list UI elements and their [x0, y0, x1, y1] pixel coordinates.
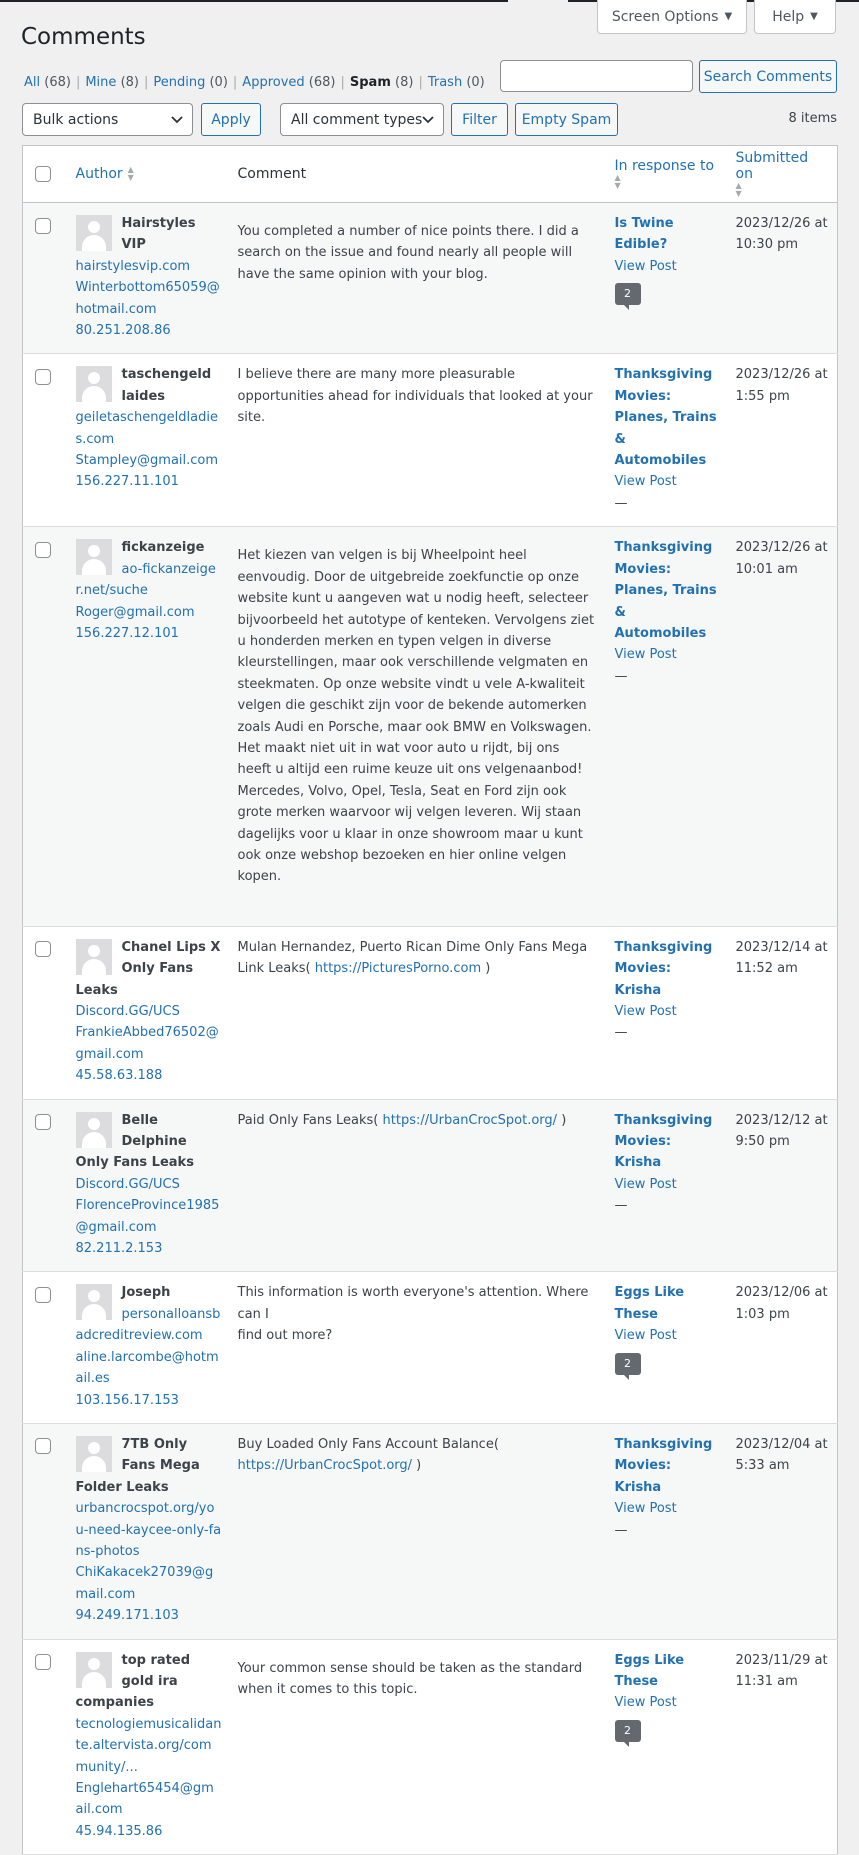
- row-checkbox[interactable]: [35, 1287, 51, 1303]
- author-site-link[interactable]: Discord.GG/UCS: [75, 1176, 180, 1192]
- author-site-link[interactable]: tecnologiemusicalidante.altervista.org/community/...: [75, 1716, 222, 1775]
- items-count: 8 items: [788, 111, 837, 126]
- author-site-link[interactable]: ao-fickanzeiger.net/suche: [75, 561, 216, 599]
- empty-spam-button[interactable]: Empty Spam: [515, 103, 618, 136]
- view-post-link[interactable]: View Post: [614, 258, 677, 274]
- screen-options-button[interactable]: [597, 0, 747, 34]
- author-email-link[interactable]: Winterbottom65059@hotmail.com: [75, 280, 220, 317]
- row-checkbox-cell: [23, 1099, 68, 1272]
- view-post-link[interactable]: View Post: [614, 1004, 677, 1019]
- author-name: Chanel Lips X Only Fans Leaks: [75, 939, 221, 998]
- view-post-link[interactable]: View Post: [614, 1501, 677, 1517]
- in-response-column-header[interactable]: [607, 146, 728, 203]
- select-all-checkbox[interactable]: [35, 166, 51, 182]
- response-cell: [607, 354, 728, 527]
- comment-text: Het kiezen van velgen is bij Wheelpoint heel eenvoudig. Door de uitgebreide zoekfunctie op onze website kunt u aangeven wat u nodig heeft, selecteer bijvoorbeeld het autotype of kenteken. Vervolgens ziet u honderden merken en typen velgen in diverse kleurstellingen, maar ook verschillende velgmaten en steekmaten. Op onze website vindt u vele A-kwaliteit velgen die geschikt zijn voor de bekende automerken zoals Audi en Porsche, maar ook BMW en Volkswagen. Het maakt niet uit in wat voor auto u rijdt, bij ons heeft u altijd een ruime keuze uit ons velgenaanbod! Mercedes, Volvo, Opel, Tesla, Seat en Ford zijn ook grote merken waarvoor wij velgen leveren. Wij staan dagelijks voor u klaar in onze showroom maar u kunt ook onze webshop bezoeken en hier online velgen kopen.: [237, 548, 595, 885]
- author-email-link[interactable]: ChiKakacek27039@gmail.com: [75, 1565, 214, 1602]
- caret-down-icon: ▼: [810, 11, 818, 22]
- comment-text-line2: find out more?: [237, 1328, 333, 1344]
- submitted-cell: [728, 1423, 838, 1639]
- separator: |: [143, 75, 149, 90]
- author-cell: [68, 203, 230, 354]
- comment-cell: [230, 527, 607, 927]
- comment-text: You completed a number of nice points there. I did a search on the issue and found nearly all people will have the same opinion with your blog.: [237, 224, 579, 282]
- author-site-link[interactable]: urbancrocspot.org/you-need-kaycee-only-fans-photos: [75, 1501, 222, 1559]
- submitted-date-link[interactable]: 2023/11/29 at 11:31 am: [735, 1652, 828, 1689]
- view-post-link[interactable]: View Post: [614, 1695, 677, 1711]
- comment-text-end: ): [412, 1458, 422, 1474]
- author-email-link[interactable]: FrankieAbbed76502@gmail.com: [75, 1025, 219, 1062]
- submitted-cell: [728, 1639, 838, 1855]
- post-title-link[interactable]: Is Twine Edible?: [614, 216, 674, 253]
- row-checkbox-cell: [23, 1423, 68, 1639]
- table-row: [23, 203, 838, 354]
- filter-all-count: (68): [44, 75, 71, 90]
- comment-link[interactable]: https://UrbanCrocSpot.org/: [382, 1112, 558, 1128]
- avatar: [76, 1652, 112, 1688]
- comment-count-empty: —: [614, 1522, 628, 1538]
- comment-cell: [230, 203, 607, 354]
- submitted-date-link[interactable]: 2023/12/12 at 9:50 pm: [735, 1112, 828, 1150]
- row-checkbox-cell: [23, 527, 68, 927]
- comment-column-header: [230, 146, 607, 203]
- help-label: Help: [772, 8, 805, 25]
- author-ip-link[interactable]: 45.58.63.188: [75, 1068, 163, 1084]
- comment-header-label: Comment: [237, 166, 307, 182]
- row-checkbox[interactable]: [35, 1654, 51, 1670]
- author-cell: [68, 354, 230, 527]
- comment-text: Buy Loaded Only Fans Account Balance(: [237, 1436, 499, 1452]
- submitted-column-header[interactable]: [728, 146, 838, 203]
- response-cell: [607, 1099, 728, 1272]
- author-site-link[interactable]: Discord.GG/UCS: [75, 1004, 180, 1019]
- comment-count-bubble[interactable]: 2: [615, 1353, 641, 1375]
- filter-spam-label: Spam: [349, 75, 391, 90]
- avatar: [76, 539, 112, 575]
- row-checkbox-cell: [23, 926, 68, 1099]
- author-name: Hairstyles VIP: [121, 216, 196, 253]
- comment-link[interactable]: https://PicturesPorno.com: [314, 961, 482, 977]
- chevron-down-icon: [421, 112, 435, 126]
- sort-arrows-icon: ▲ ▼: [735, 181, 742, 198]
- comment-link[interactable]: https://UrbanCrocSpot.org/: [237, 1458, 413, 1474]
- filter-mine-count: (8): [120, 75, 139, 90]
- comment-text: This information is worth everyone's attention. Where can I: [237, 1285, 589, 1322]
- filter-trash-label: Trash: [427, 75, 463, 90]
- filter-button[interactable]: Filter: [451, 103, 508, 136]
- comment-count-bubble[interactable]: 2: [615, 1720, 641, 1742]
- author-cell: [68, 1272, 230, 1423]
- author-sort-link[interactable]: Author: [75, 166, 123, 182]
- filter-approved-count: (68): [308, 75, 336, 90]
- filter-spam-current[interactable]: [350, 75, 414, 90]
- submitted-cell: [728, 1099, 838, 1272]
- author-site-link[interactable]: personalloansbadcreditreview.com: [75, 1306, 221, 1344]
- in-response-sort-link[interactable]: In response to: [614, 158, 715, 174]
- post-title-link[interactable]: Eggs Like These: [614, 1285, 685, 1322]
- comment-text: Your common sense should be taken as the standard when it comes to this topic.: [237, 1660, 583, 1697]
- select-all-cell: [23, 146, 68, 203]
- row-checkbox-cell: [23, 1639, 68, 1855]
- row-checkbox[interactable]: [35, 369, 51, 385]
- author-ip-link[interactable]: 156.227.11.101: [75, 474, 179, 490]
- table-row: [23, 926, 838, 1099]
- submitted-cell: [728, 354, 838, 527]
- caret-down-icon: ▼: [724, 11, 733, 22]
- sort-arrows-icon: ▲ ▼: [127, 165, 134, 182]
- filter-spam-count: (8): [395, 75, 414, 90]
- comment-text-end: ): [557, 1112, 567, 1128]
- filter-pending-link[interactable]: [153, 75, 228, 90]
- filter-all-label: All: [24, 75, 41, 90]
- comment-count-empty: —: [614, 668, 628, 684]
- table-header-row: [23, 146, 838, 203]
- author-ip-link[interactable]: 82.211.2.153: [75, 1241, 163, 1257]
- submitted-sort-link[interactable]: Submitted on: [735, 150, 809, 182]
- response-cell: [607, 1272, 728, 1423]
- submitted-cell: [728, 527, 838, 927]
- author-cell: [68, 926, 230, 1099]
- comment-text: Paid Only Fans Leaks(: [237, 1112, 379, 1128]
- author-site-link[interactable]: hairstylesvip.com: [75, 258, 191, 274]
- comment-cell: [230, 1099, 607, 1272]
- separator: |: [75, 75, 81, 90]
- separator: |: [232, 75, 238, 90]
- avatar: [76, 1284, 112, 1320]
- author-email-link[interactable]: Englehart65454@gmail.com: [75, 1781, 214, 1818]
- post-title-link[interactable]: Thanksgiving Movies: Krisha: [614, 1436, 713, 1495]
- table-row: [23, 1639, 838, 1855]
- response-cell: [607, 1639, 728, 1855]
- avatar: [76, 366, 112, 402]
- view-post-link[interactable]: View Post: [614, 647, 677, 663]
- table-row: [23, 1423, 838, 1639]
- chevron-down-icon: [170, 112, 184, 126]
- author-name: fickanzeige: [121, 540, 205, 556]
- view-post-link[interactable]: View Post: [614, 474, 677, 490]
- submitted-cell: [728, 926, 838, 1099]
- filter-mine-label: Mine: [85, 75, 117, 90]
- response-cell: [607, 203, 728, 354]
- search-comments-button[interactable]: Search Comments: [699, 60, 837, 93]
- comment-type-select[interactable]: [280, 103, 444, 136]
- status-filter-links: [24, 75, 485, 90]
- author-name: Belle Delphine Only Fans Leaks: [75, 1112, 194, 1171]
- author-cell: [68, 1639, 230, 1855]
- row-checkbox[interactable]: [35, 218, 51, 234]
- row-checkbox[interactable]: [35, 542, 51, 558]
- avatar: [76, 215, 112, 251]
- author-email-link[interactable]: FlorenceProvince1985@gmail.com: [75, 1198, 220, 1235]
- author-email-link[interactable]: Roger@gmail.com: [75, 604, 195, 620]
- row-checkbox-cell: [23, 1272, 68, 1423]
- comments-table: [22, 145, 838, 1855]
- author-cell: [68, 1423, 230, 1639]
- comment-cell: [230, 1272, 607, 1423]
- filter-trash-count: (0): [466, 75, 485, 90]
- separator: |: [418, 75, 423, 90]
- submitted-date-link[interactable]: 2023/12/26 at 1:55 pm: [735, 367, 828, 404]
- comment-cell: [230, 1639, 607, 1855]
- avatar: [76, 1436, 112, 1472]
- comment-type-value: All comment types: [291, 111, 423, 128]
- author-email-link[interactable]: Stampley@gmail.com: [75, 453, 219, 469]
- row-checkbox[interactable]: [35, 1114, 51, 1130]
- comment-count-empty: —: [614, 1198, 628, 1214]
- avatar: [76, 939, 112, 975]
- separator: |: [340, 75, 345, 90]
- submitted-date-link[interactable]: 2023/12/14 at 11:52 am: [735, 939, 828, 977]
- search-input[interactable]: [500, 60, 693, 92]
- apply-button[interactable]: Apply: [201, 103, 261, 136]
- author-site-link[interactable]: geiletaschengeldladies.com: [75, 410, 218, 447]
- comment-cell: [230, 926, 607, 1099]
- submitted-date-link[interactable]: 2023/12/06 at 1:03 pm: [735, 1285, 828, 1322]
- author-ip-link[interactable]: 45.94.135.86: [75, 1823, 163, 1839]
- post-title-link[interactable]: Thanksgiving Movies: Planes, Trains & Automobiles: [614, 367, 717, 469]
- comment-count-empty: —: [614, 1025, 628, 1041]
- bulk-actions-select[interactable]: [22, 103, 193, 136]
- post-title-link[interactable]: Thanksgiving Movies: Planes, Trains & Automobiles: [614, 540, 717, 641]
- post-title-link[interactable]: Thanksgiving Movies: Krisha: [614, 939, 713, 998]
- view-post-link[interactable]: View Post: [614, 1176, 677, 1192]
- filter-pending-label: Pending: [153, 75, 206, 90]
- post-title-link[interactable]: Eggs Like These: [614, 1652, 685, 1689]
- row-checkbox[interactable]: [35, 941, 51, 957]
- submitted-date-link[interactable]: 2023/12/04 at 5:33 am: [735, 1436, 828, 1474]
- submitted-date-link[interactable]: 2023/12/26 at 10:01 am: [735, 540, 828, 577]
- comment-text: Mulan Hernandez, Puerto Rican Dime Only Fans Mega Link Leaks(: [237, 939, 588, 977]
- submitted-cell: [728, 1272, 838, 1423]
- author-ip-link[interactable]: 103.156.17.153: [75, 1392, 179, 1408]
- row-checkbox-cell: [23, 354, 68, 527]
- filter-all-link[interactable]: [24, 75, 71, 90]
- row-checkbox-cell: [23, 203, 68, 354]
- table-row: [23, 527, 838, 927]
- author-ip-link[interactable]: 156.227.12.101: [75, 625, 179, 641]
- table-row: [23, 1099, 838, 1272]
- response-cell: [607, 527, 728, 927]
- author-name: top rated gold ira companies: [75, 1652, 190, 1711]
- help-button[interactable]: [754, 0, 836, 34]
- avatar: [76, 1112, 112, 1148]
- row-checkbox[interactable]: [35, 1438, 51, 1454]
- filter-mine-link[interactable]: [85, 75, 139, 90]
- response-cell: [607, 1423, 728, 1639]
- sort-arrows-icon: ▲ ▼: [614, 173, 621, 190]
- submitted-cell: [728, 203, 838, 354]
- filter-approved-link[interactable]: [242, 75, 335, 90]
- author-cell: [68, 527, 230, 927]
- bulk-actions-value: Bulk actions: [33, 111, 119, 128]
- view-post-link[interactable]: View Post: [614, 1328, 677, 1344]
- author-name: 7TB Only Fans Mega Folder Leaks: [75, 1436, 200, 1495]
- author-ip-link[interactable]: 94.249.171.103: [75, 1608, 179, 1624]
- author-email-link[interactable]: aline.larcombe@hotmail.es: [75, 1349, 219, 1387]
- filter-trash-link[interactable]: [428, 75, 485, 90]
- comment-text-end: ): [481, 961, 491, 977]
- response-cell: [607, 926, 728, 1099]
- comment-text: I believe there are many more pleasurable opportunities ahead for individuals that looked at your site.: [237, 367, 593, 426]
- comment-count-bubble[interactable]: 2: [615, 283, 641, 305]
- filter-pending-count: (0): [209, 75, 228, 90]
- author-ip-link[interactable]: 80.251.208.86: [75, 323, 171, 339]
- filter-approved-label: Approved: [242, 75, 305, 90]
- author-name: Joseph: [121, 1285, 171, 1301]
- table-row: [23, 1272, 838, 1423]
- submitted-date-link[interactable]: 2023/12/26 at 10:30 pm: [735, 216, 828, 253]
- comment-cell: [230, 1423, 607, 1639]
- comment-count-empty: —: [614, 495, 628, 511]
- table-row: [23, 354, 838, 527]
- author-name: taschengeld laides: [121, 367, 212, 404]
- page-title: Comments: [21, 24, 146, 50]
- author-cell: [68, 1099, 230, 1272]
- author-column-header[interactable]: [68, 146, 230, 203]
- post-title-link[interactable]: Thanksgiving Movies: Krisha: [614, 1112, 713, 1171]
- screen-options-label: Screen Options: [611, 8, 719, 25]
- comment-cell: [230, 354, 607, 527]
